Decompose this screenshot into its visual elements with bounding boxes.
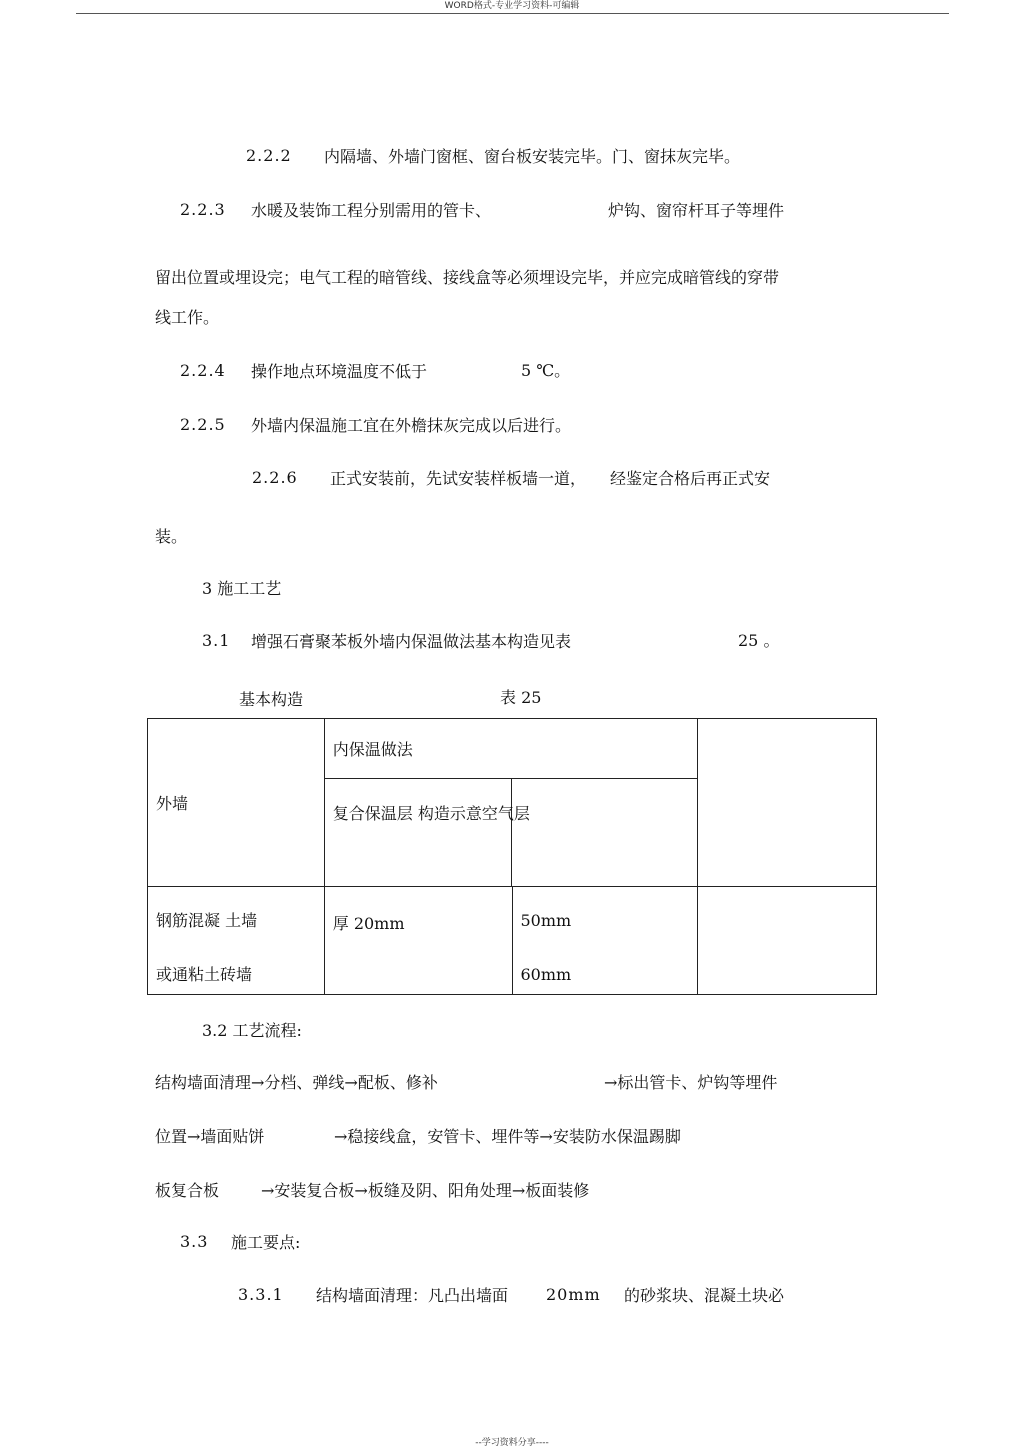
clause-number: 2.2.3 bbox=[180, 200, 226, 219]
process-flow-line: →标出管卡、炉钩等埋件 bbox=[604, 1073, 778, 1092]
process-flow-line: 结构墙面清理→分档、弹线→配板、修补 bbox=[155, 1073, 438, 1092]
process-flow-line: 位置→墙面贴饼 bbox=[155, 1127, 265, 1146]
table-label: 表 25 bbox=[500, 688, 542, 707]
clause-text: 操作地点环境温度不低于 bbox=[251, 362, 428, 381]
clause-number: 2.2.6 bbox=[252, 468, 298, 487]
table-cell-air-layer bbox=[512, 887, 698, 995]
clause-number: 2.2.5 bbox=[180, 415, 226, 434]
wall-type-line: 或通粘土砖墙 bbox=[156, 965, 253, 984]
table-header-empty bbox=[698, 719, 877, 887]
air-layer-value: 60mm bbox=[520, 965, 572, 984]
clause-value: 5 ℃。 bbox=[521, 361, 571, 380]
clause-text: 炉钩、窗帘杆耳子等埋件 bbox=[608, 201, 785, 220]
clause-number: 3.3.1 bbox=[238, 1285, 284, 1304]
table-header-exterior-wall: 外墙 bbox=[148, 719, 325, 887]
clause-text: 水暖及装饰工程分别需用的管卡、 bbox=[251, 201, 492, 220]
clause-number: 3.3 bbox=[180, 1232, 209, 1251]
clause-continuation: 留出位置或埋设完；电气工程的暗管线、接线盒等必须埋设完毕，并应完成暗管线的穿带 bbox=[155, 268, 780, 287]
table-cell-empty bbox=[698, 887, 877, 995]
clause-text: 增强石膏聚苯板外墙内保温做法基本构造见表 bbox=[251, 632, 572, 651]
clause-continuation: 线工作。 bbox=[155, 308, 220, 327]
page-footer: --学习资料分享---- bbox=[475, 1438, 549, 1448]
process-flow-line: →稳接线盒，安管卡、埋件等→安装防水保温踢脚 bbox=[334, 1127, 681, 1146]
clause-text: 结构墙面清理：凡凸出墙面 bbox=[316, 1286, 509, 1305]
clause-text: 正式安装前，先试安装样板墙一道， bbox=[330, 469, 587, 488]
table-caption: 基本构造 bbox=[239, 690, 304, 709]
clause-number: 2.2.4 bbox=[180, 361, 226, 380]
clause-value: 20mm bbox=[546, 1285, 601, 1304]
table-cell-wall-type bbox=[148, 887, 325, 995]
table-header-insulation-method: 内保温做法 bbox=[324, 719, 698, 779]
clause-heading: 3.2 工艺流程: bbox=[202, 1021, 302, 1040]
construction-table bbox=[147, 718, 877, 995]
clause-continuation: 装。 bbox=[155, 527, 188, 546]
section-heading: 3 施工工艺 bbox=[202, 579, 282, 598]
table-subheader: 复合保温层 构造示意空气层 bbox=[332, 804, 530, 823]
clause-number: 3.1 bbox=[202, 631, 231, 650]
wall-type-line: 钢筋混凝 土墙 bbox=[156, 911, 258, 930]
page-header: WORD格式-专业学习资料-可编辑 bbox=[444, 1, 580, 11]
clause-text: 的砂浆块、混凝土块必 bbox=[624, 1286, 785, 1305]
process-flow-line: 板复合板 bbox=[155, 1181, 220, 1200]
column-divider bbox=[511, 779, 512, 886]
clause-text: 外墙内保温施工宜在外檐抹灰完成以后进行。 bbox=[251, 416, 572, 435]
table-subheader-row bbox=[324, 779, 698, 887]
clause-text: 内隔墙、外墙门窗框、窗台板安装完毕。门、窗抹灰完毕。 bbox=[324, 147, 741, 166]
process-flow-line: →安装复合板→板缝及阴、阳角处理→板面装修 bbox=[261, 1181, 590, 1200]
clause-value: 25 。 bbox=[738, 631, 780, 650]
clause-text: 施工要点: bbox=[231, 1233, 301, 1252]
table-cell-thickness: 厚 20mm bbox=[324, 887, 512, 995]
clause-text: 经鉴定合格后再正式安 bbox=[610, 469, 771, 488]
clause-number: 2.2.2 bbox=[246, 146, 292, 165]
air-layer-value: 50mm bbox=[520, 911, 572, 930]
header-rule bbox=[76, 13, 949, 14]
